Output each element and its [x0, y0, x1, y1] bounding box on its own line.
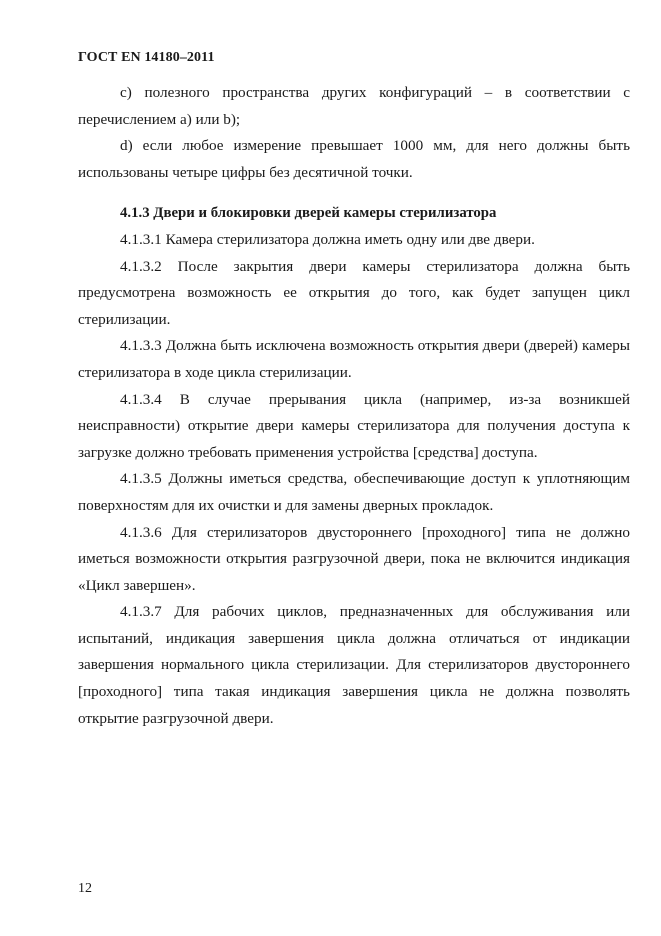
document-header: ГОСТ EN 14180–2011	[78, 50, 215, 65]
paragraph-c: c) полезного пространства других конфигураций – в соответствии с перечислением a) или b);	[78, 84, 630, 128]
paragraph-d: d) если любое измерение превышает 1000 мм, для него должны быть использованы четыре цифры без десятичной точки.	[78, 137, 630, 181]
clause-4-1-3-7: 4.1.3.7 Для рабочих циклов, предназначенных для обслуживания или испытаний, индикация завершения цикла должна отличаться от индикации завершения нормального цикла стерилизации. Для стерилизаторов двустороннего [проходного] типа такая индикация завершения цикла не должна позволять открытие разгрузочной двери.	[78, 603, 630, 727]
clause-4-1-3-5: 4.1.3.5 Должны иметься средства, обеспечивающие доступ к уплотняющим поверхностям для их очистки и для замены дверных прокладок.	[78, 470, 630, 514]
clause-4-1-3-1: 4.1.3.1 Камера стерилизатора должна иметь одну или две двери.	[120, 230, 535, 248]
section-heading-4-1-3: 4.1.3 Двери и блокировки дверей камеры стерилизатора	[120, 205, 497, 222]
clause-4-1-3-4: 4.1.3.4 В случае прерывания цикла (например, из-за возникшей неисправности) открытие двери камеры стерилизатора для получения доступа к загрузке должно требовать применения устройства [средства] доступа.	[78, 390, 630, 461]
clause-4-1-3-3: 4.1.3.3 Должна быть исключена возможность открытия двери (дверей) камеры стерилизатора в ходе цикла стерилизации.	[78, 337, 630, 381]
clause-4-1-3-6: 4.1.3.6 Для стерилизаторов двустороннего [проходного] типа не должно иметься возможности открытия разгрузочной двери, пока не включится индикация «Цикл завершен».	[78, 523, 630, 594]
clause-4-1-3-2: 4.1.3.2 После закрытия двери камеры стерилизатора должна быть предусмотрена возможность ее открытия до того, как будет запущен цикл стерилизации.	[78, 257, 630, 328]
page-number: 12	[78, 881, 92, 896]
document-body	[78, 80, 630, 732]
